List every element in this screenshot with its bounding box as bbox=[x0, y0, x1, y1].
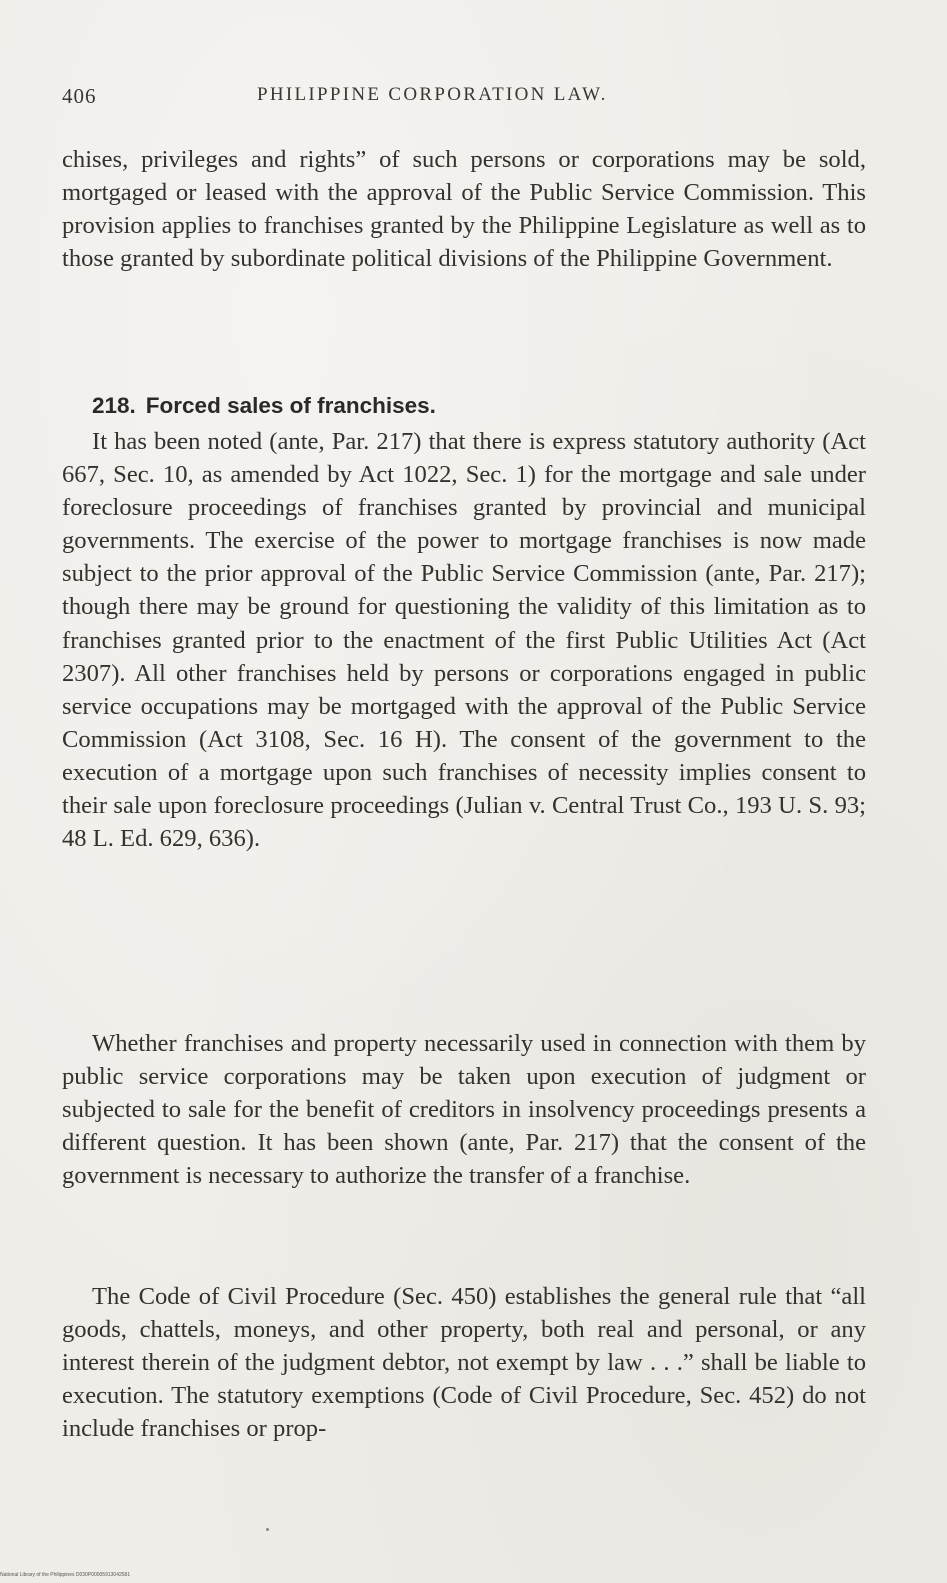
section-paragraph: The Code of Civil Procedure (Sec. 450) establishes the general rule that “all goods, chattels, moneys, and other property, both real and personal, or any interest therein of the judgment debtor, not exempt by law . . .” shall be liable to execution. The statutory exemptions (Code of Civil Procedure, Sec. 452) do not include franchises or prop- bbox=[62, 1283, 866, 1443]
section-paragraph: It has been noted (ante, Par. 217) that there is express statutory authority (Act 667, Sec. 10, as amended by Act 1022, Sec. 1) for the mortgage and sale under foreclosure proceedings of franchises granted by provincial and municipal governments. The exercise of the power to mortgage franchises is now made subject to the prior approval of the Public Service Commission (ante, Par. 217); though there may be ground for questioning the validity of this limitation as to franchises granted prior to the enactment of the first Public Utilities Act (Act 2307). All other franchises held by persons or corporations engaged in public service occupations may be mortgaged with the approval of the Public Service Commission (Act 3108, Sec. 16 H). The consent of the government to the execution of a mortgage upon such franchises of necessity implies consent to their sale upon foreclosure proceedings (Julian v. Central Trust Co., 193 U. S. 93; 48 L. Ed. 629, 636). bbox=[62, 428, 866, 853]
page-number: 406 bbox=[62, 84, 97, 108]
scan-credit: National Library of the Philippines D030P00005913042581 bbox=[0, 1572, 131, 1578]
section-paragraph: Whether franchises and property necessarily used in connection with them by public service corporations may be taken upon execution of judgment or subjected to sale for the benefit of creditors in insolvency proceedings presents a different question. It has been shown (ante, Par. 217) that the consent of the government is necessary to authorize the transfer of a franchise. bbox=[62, 1030, 866, 1190]
section-title: Forced sales of franchises. bbox=[145, 393, 436, 418]
section-number: 218. bbox=[92, 393, 136, 418]
continuation-paragraph: chises, privileges and rights” of such persons or corporations may be sold, mortgaged or leased with the approval of the Public Service Commission. This provision applies to franchises granted by the Philippine Legislature as well as to those granted by subordinate political divisions of the Philippine Government. bbox=[62, 146, 866, 273]
section-heading bbox=[92, 393, 436, 419]
page-header bbox=[62, 84, 865, 114]
scan-speck bbox=[266, 1528, 269, 1531]
running-head: PHILIPPINE CORPORATION LAW. bbox=[257, 84, 608, 105]
